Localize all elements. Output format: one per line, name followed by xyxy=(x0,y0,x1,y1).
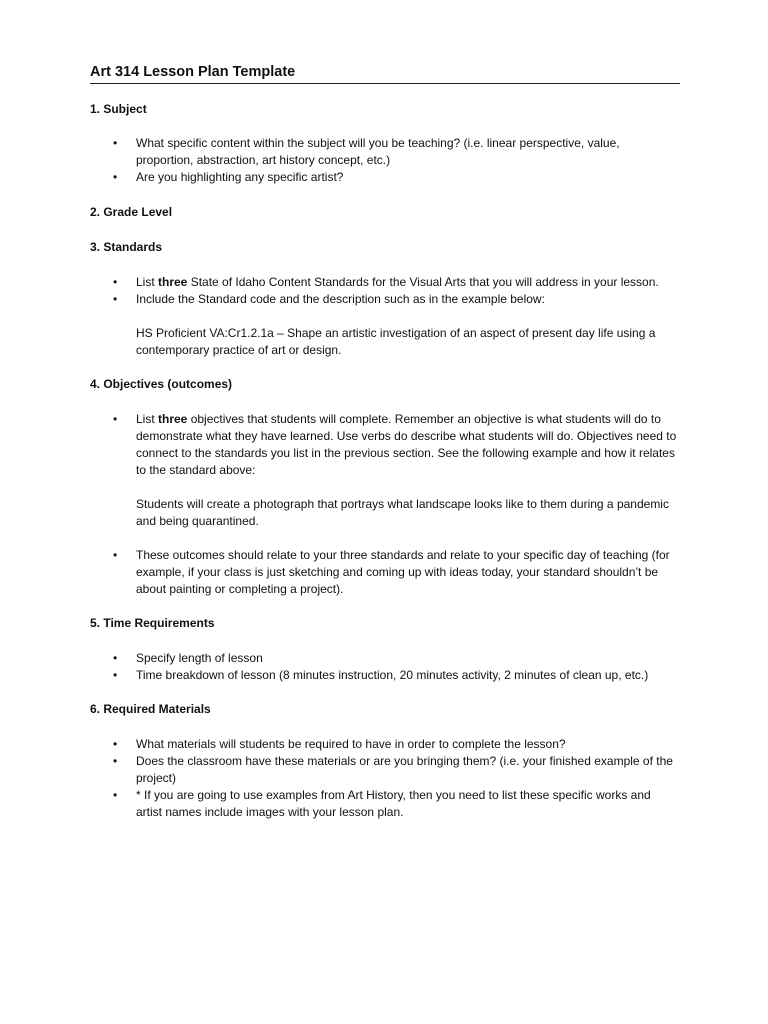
list-item-text: objectives that students will complete. Remember an objective is what students will do to demonstrate what they have learned. Use verbs do describe what students will do. Objectives need to connect to the standards you list in the previous section. See the following example and how it relates to the standard above: xyxy=(136,412,677,477)
list-item: • What materials will students be required to have in order to complete the lesson? xyxy=(90,736,680,753)
list-item: • What specific content within the subject will you be teaching? (i.e. linear perspective, value, proportion, abstraction, art history concept, etc.) xyxy=(90,135,680,169)
list-item xyxy=(90,411,680,479)
objectives-bullet-list-2 xyxy=(90,547,680,598)
standards-bullet-list xyxy=(90,274,680,308)
section-heading-objectives: 4. Objectives (outcomes) xyxy=(90,377,233,391)
section-heading-subject: 1. Subject xyxy=(90,102,147,116)
list-item: • These outcomes should relate to your three standards and relate to your specific day of teaching (for example, if your class is just sketching and coming up with ideas today, your standard shouldn’t be about painting or completing a project). xyxy=(90,547,680,598)
objectives-bullet-list xyxy=(90,411,680,479)
document-page xyxy=(90,64,680,821)
list-item: • Time breakdown of lesson (8 minutes instruction, 20 minutes activity, 2 minutes of clean up, etc.) xyxy=(90,667,680,684)
list-item-text: List xyxy=(136,275,159,289)
section-heading-required-materials: 6. Required Materials xyxy=(90,702,211,716)
time-bullet-list xyxy=(90,650,680,684)
list-item: • Does the classroom have these materials or are you bringing them? (i.e. your finished example of the project) xyxy=(90,753,680,787)
list-item: • * If you are going to use examples from Art History, then you need to list these specific works and artist names include images with your lesson plan. xyxy=(90,787,680,821)
emphasis-text: three xyxy=(158,275,188,289)
section-heading-grade-level: 2. Grade Level xyxy=(90,205,173,219)
list-item: • Specify length of lesson xyxy=(90,650,680,667)
list-item-text: List xyxy=(136,412,159,426)
subject-bullet-list xyxy=(90,135,680,186)
list-item: • Are you highlighting any specific artist? xyxy=(90,169,680,186)
materials-bullet-list xyxy=(90,736,680,821)
emphasis-text: three xyxy=(158,412,188,426)
section-heading-standards: 3. Standards xyxy=(90,240,163,254)
objective-example: Students will create a photograph that portrays what landscape looks like to them during a pandemic and being quarantined. xyxy=(136,497,669,528)
standard-example: HS Proficient VA:Cr1.2.1a – Shape an artistic investigation of an aspect of present day life using a contemporary practice of art or design. xyxy=(136,326,656,357)
section-heading-time-requirements: 5. Time Requirements xyxy=(90,616,215,630)
list-item-text: State of Idaho Content Standards for the Visual Arts that you will address in your lesson. xyxy=(187,275,659,289)
list-item: • Include the Standard code and the description such as in the example below: xyxy=(90,291,680,308)
document-title: Art 314 Lesson Plan Template xyxy=(90,64,680,84)
list-item xyxy=(90,274,680,291)
